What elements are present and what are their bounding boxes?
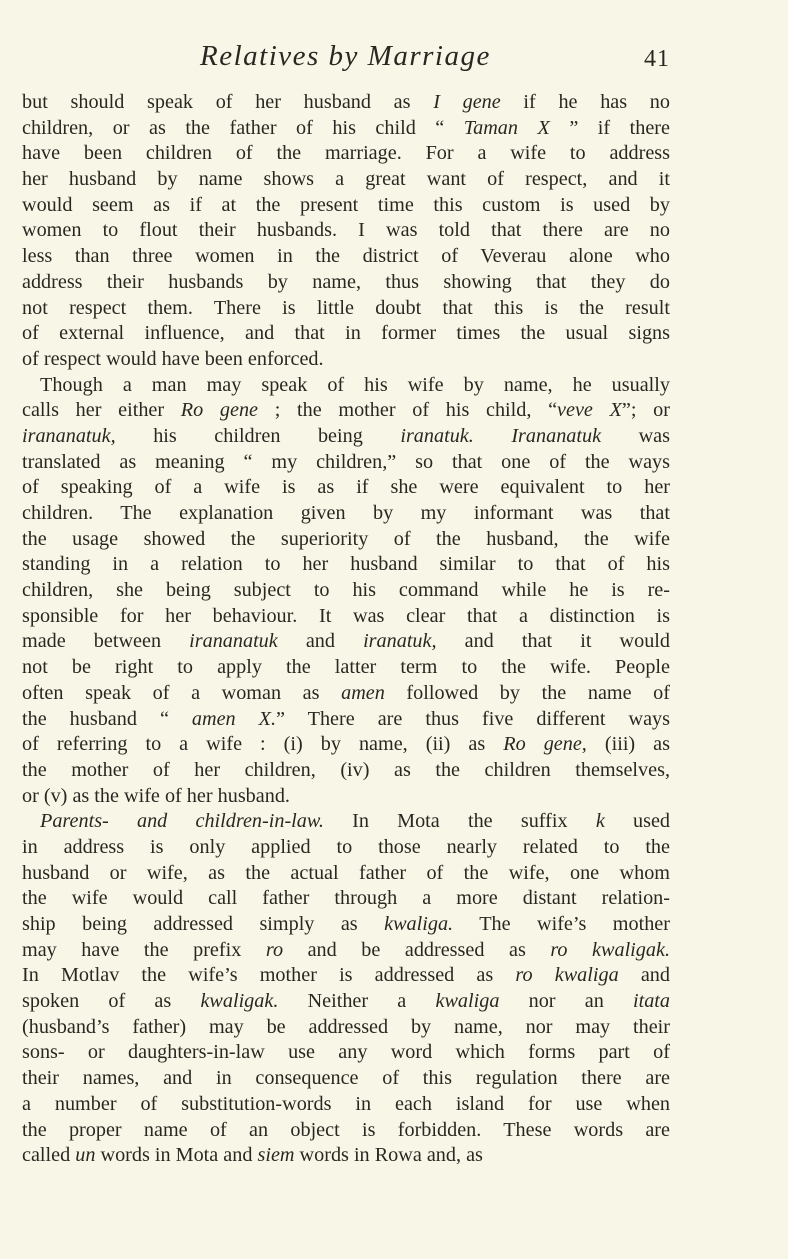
text-line <box>22 809 670 835</box>
text-line <box>22 655 670 681</box>
italic-term: iranatuk, <box>363 630 437 653</box>
text-run: of external influence, and that in former times the usual signs <box>22 322 670 345</box>
text-line <box>22 373 670 399</box>
text-line <box>22 501 670 527</box>
text-run: the usage showed the superiority of the husband, the wife <box>22 527 670 550</box>
text-line <box>22 886 670 912</box>
text-line <box>22 321 670 347</box>
text-run: Neither a <box>278 990 436 1013</box>
italic-term: kwaliga. <box>384 913 454 935</box>
text-run: address their husbands by name, thus showing that they do <box>22 270 670 293</box>
text-run: ship being addressed simply as <box>22 913 385 935</box>
text-run: a number of substitution-words in each island for use when <box>22 1092 670 1115</box>
text-run: women to flout their husbands. I was told that there are no <box>22 219 670 242</box>
text-run: the wife would call father through a more distant relation- <box>22 887 670 910</box>
text-line <box>22 552 670 578</box>
text-line <box>22 963 670 989</box>
text-run: children, she being subject to his command while he is re- <box>22 579 670 602</box>
text-run: their names, and in consequence of this regulation there are <box>22 1067 670 1090</box>
text-run: spoken of as <box>22 990 201 1013</box>
text-line <box>22 784 670 810</box>
text-run: In Mota the suffix <box>323 810 596 833</box>
italic-term: siem <box>257 1144 295 1167</box>
italic-term: irananatuk, <box>22 424 116 447</box>
text-run: nor an <box>499 990 633 1013</box>
italic-term: kwaligak. <box>200 990 279 1013</box>
text-run: not respect them. There is little doubt that this is the result <box>22 296 670 319</box>
text-line <box>22 707 670 733</box>
text-line <box>22 1066 670 1092</box>
text-line <box>22 912 670 938</box>
text-line <box>22 938 670 964</box>
italic-term: amen X. <box>191 707 277 730</box>
text-line <box>22 1118 670 1144</box>
text-run: followed by the name of <box>384 681 670 704</box>
text-run: but should speak of her husband as <box>22 91 434 113</box>
text-run: called <box>22 1144 76 1167</box>
text-run: of speaking of a wife is as if she were equivalent to her <box>22 476 670 499</box>
page-number: 41 <box>644 46 670 72</box>
text-run: of referring to a wife : (i) by name, (ii) as <box>22 733 504 756</box>
text-line <box>22 141 670 167</box>
text-line <box>22 835 670 861</box>
text-line <box>22 244 670 270</box>
italic-term: itata <box>633 990 671 1013</box>
text-run: ”; or <box>621 399 670 422</box>
italic-term: irananatuk <box>189 630 278 653</box>
text-line <box>22 450 670 476</box>
text-line <box>22 398 670 424</box>
text-line <box>22 296 670 322</box>
text-run: calls her either <box>22 399 181 422</box>
text-run: used <box>604 810 671 833</box>
text-run: The wife’s mother <box>453 913 670 935</box>
text-run: the mother of her children, (iv) as the children themselves, <box>22 758 670 781</box>
text-run: and <box>618 964 670 987</box>
text-line <box>22 90 670 116</box>
italic-term: Parents- and children-in-law. <box>40 810 324 833</box>
text-line <box>22 167 670 193</box>
italic-term: ro kwaliga <box>515 964 619 987</box>
italic-term: ro kwaligak. <box>550 938 670 961</box>
page-header <box>22 40 670 80</box>
text-line <box>22 681 670 707</box>
text-run: not be right to apply the latter term to the wife. People <box>22 656 670 679</box>
text-line <box>22 475 670 501</box>
text-run: Though a man may speak of his wife by name, he usually <box>40 373 670 396</box>
text-run: children. The explanation given by my informant was that <box>22 502 670 524</box>
text-run: and <box>277 630 364 653</box>
text-run: and that it would <box>436 630 670 653</box>
text-run: ” if there <box>549 116 670 139</box>
text-line <box>22 424 670 450</box>
text-line <box>22 732 670 758</box>
text-run: children, or as the father of his child “ <box>22 116 464 139</box>
italic-term: kwaliga <box>435 990 500 1013</box>
italic-term: I gene <box>433 91 501 113</box>
text-run: was <box>601 424 670 447</box>
text-run: made between <box>22 630 190 653</box>
text-run: in address is only applied to those nearly related to the <box>22 835 670 858</box>
text-run: have been children of the marriage. For a wife to address <box>22 142 670 165</box>
running-title: Relatives by Marriage <box>200 40 491 72</box>
text-run: words in Mota and <box>95 1144 258 1167</box>
text-line <box>22 604 670 630</box>
body-text <box>22 90 670 1169</box>
text-run: often speak of a woman as <box>22 681 342 704</box>
text-run: and be addressed as <box>283 938 551 961</box>
text-line <box>22 1092 670 1118</box>
text-line <box>22 758 670 784</box>
italic-term: veve X <box>557 399 622 422</box>
italic-term: Ro gene, <box>503 733 587 756</box>
text-run: less than three women in the district of Veverau alone who <box>22 245 670 268</box>
text-line <box>22 218 670 244</box>
italic-term: k <box>595 810 605 833</box>
text-line <box>22 1143 670 1169</box>
text-line <box>22 629 670 655</box>
text-run: of respect would have been enforced. <box>22 347 324 370</box>
text-run: the proper name of an object is forbidden. These words are <box>22 1118 670 1141</box>
text-line <box>22 1040 670 1066</box>
text-run: standing in a relation to her husband similar to that of his <box>22 553 670 576</box>
text-run: her husband by name shows a great want of respect, and it <box>22 168 670 191</box>
text-run: would seem as if at the present time this custom is used by <box>22 193 670 216</box>
italic-term: amen <box>341 681 385 704</box>
italic-term: Taman X <box>463 116 550 139</box>
text-line <box>22 861 670 887</box>
italic-term: un <box>75 1144 96 1167</box>
italic-term: ro <box>265 938 284 961</box>
text-run: if he has no <box>500 91 670 113</box>
text-run: husband or wife, as the actual father of the wife, one whom <box>22 861 670 884</box>
text-line <box>22 527 670 553</box>
text-run: ” There are thus five different ways <box>276 707 670 730</box>
text-run: sons- or daughters-in-law use any word which forms part of <box>22 1041 670 1064</box>
text-run: (husband’s father) may be addressed by name, nor may their <box>22 1015 670 1038</box>
text-run: words in Rowa and, as <box>294 1144 483 1167</box>
text-run: the husband “ <box>22 707 192 730</box>
text-run: ; the mother of his child, “ <box>258 399 558 422</box>
text-line <box>22 116 670 142</box>
text-run: translated as meaning “ my children,” so that one of the ways <box>22 450 670 473</box>
text-line <box>22 578 670 604</box>
text-run: sponsible for her behaviour. It was clear that a distinction is <box>22 604 670 627</box>
text-run: his children being <box>115 424 401 447</box>
italic-term: iranatuk. Irananatuk <box>400 424 602 447</box>
text-line <box>22 270 670 296</box>
text-run: (iii) as <box>586 733 670 756</box>
text-line <box>22 1015 670 1041</box>
text-run: may have the prefix <box>22 938 266 961</box>
italic-term: Ro gene <box>180 399 259 422</box>
text-line <box>22 989 670 1015</box>
text-line <box>22 347 670 373</box>
text-run: In Motlav the wife’s mother is addressed as <box>22 964 516 987</box>
text-line <box>22 193 670 219</box>
text-run: or (v) as the wife of her husband. <box>22 784 290 807</box>
